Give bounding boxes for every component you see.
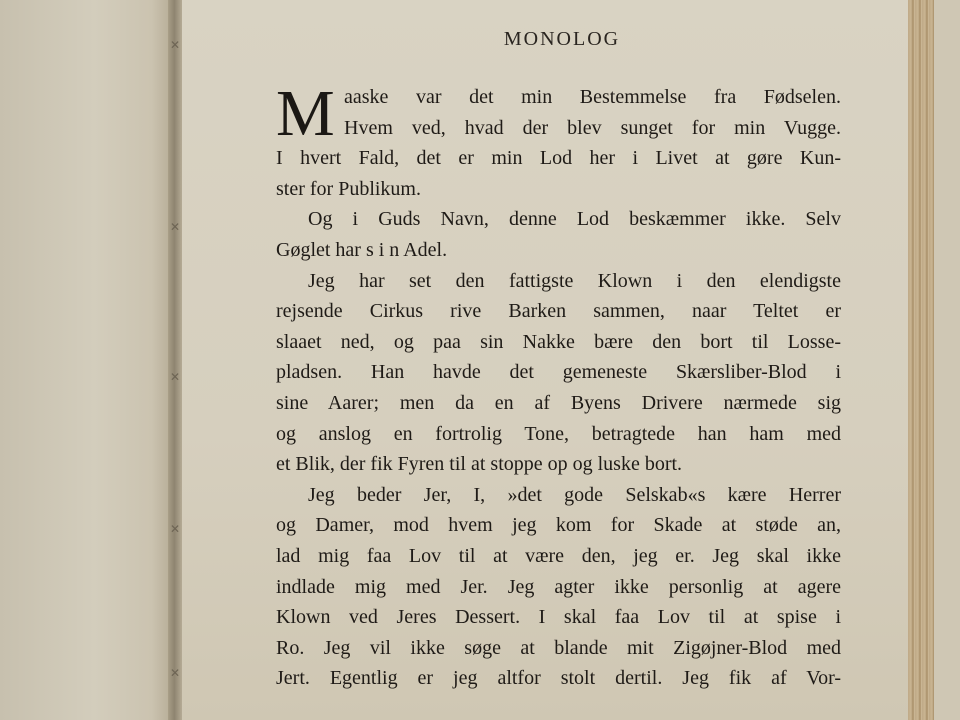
binding-stitch: ✕: [169, 220, 181, 234]
drop-cap: M: [276, 77, 335, 150]
text-line: rejsende Cirkus rive Barken sammen, naar Teltet er: [276, 300, 841, 323]
text-line: slaaet ned, og paa sin Nakke bære den bort til Losse-: [276, 330, 841, 353]
page-edges: [908, 0, 934, 720]
text-line: I hvert Fald, det er min Lod her i Livet at gøre Kun-: [276, 147, 841, 170]
text-line: sine Aarer; men da en af Byens Drivere nærmede sig: [276, 391, 841, 414]
binding-stitch: ✕: [169, 38, 181, 52]
binding-stitch: ✕: [169, 666, 181, 680]
text-line: Jeg beder Jer, I, »det gode Selskab«s kære Herrer: [308, 483, 841, 506]
text-line: ster for Publikum.: [276, 177, 421, 200]
binding-stitch: ✕: [169, 370, 181, 384]
text-line: Hvem ved, hvad der blev sunget for min Vugge.: [344, 116, 841, 139]
page-heading: MONOLOG: [503, 28, 621, 50]
text-line: og Damer, mod hvem jeg kom for Skade at støde an,: [276, 514, 841, 537]
text-line: Jert. Egentlig er jeg altfor stolt dertil. Jeg fik af Vor-: [276, 667, 841, 690]
text-line: Gøglet har s i n Adel.: [276, 238, 448, 261]
binding-stitch: ✕: [169, 522, 181, 536]
book-gutter: [168, 0, 182, 720]
text-line: pladsen. Han havde det gemeneste Skærsliber-Blod i: [276, 361, 841, 384]
text-line: lad mig faa Lov til at være den, jeg er. Jeg skal ikke: [276, 544, 841, 567]
text-line: Jeg har set den fattigste Klown i den elendigste: [308, 269, 841, 292]
body-text: [276, 77, 841, 694]
text-line: et Blik, der fik Fyren til at stoppe op og luske bort.: [276, 453, 683, 476]
right-page: [182, 0, 934, 720]
text-line: og anslog en fortrolig Tone, betragtede han ham med: [276, 422, 841, 445]
text-line: indlade mig med Jer. Jeg agter ikke personlig at agere: [276, 575, 841, 598]
text-line: Og i Guds Navn, denne Lod beskæmmer ikke. Selv: [308, 208, 841, 231]
text-line: Ro. Jeg vil ikke søge at blande mit Zigøjner-Blod med: [276, 636, 841, 659]
text-line: aaske var det min Bestemmelse fra Fødselen.: [344, 86, 841, 108]
text-line: Klown ved Jeres Dessert. I skal faa Lov til at spise i: [276, 606, 841, 629]
left-page: [0, 0, 172, 720]
